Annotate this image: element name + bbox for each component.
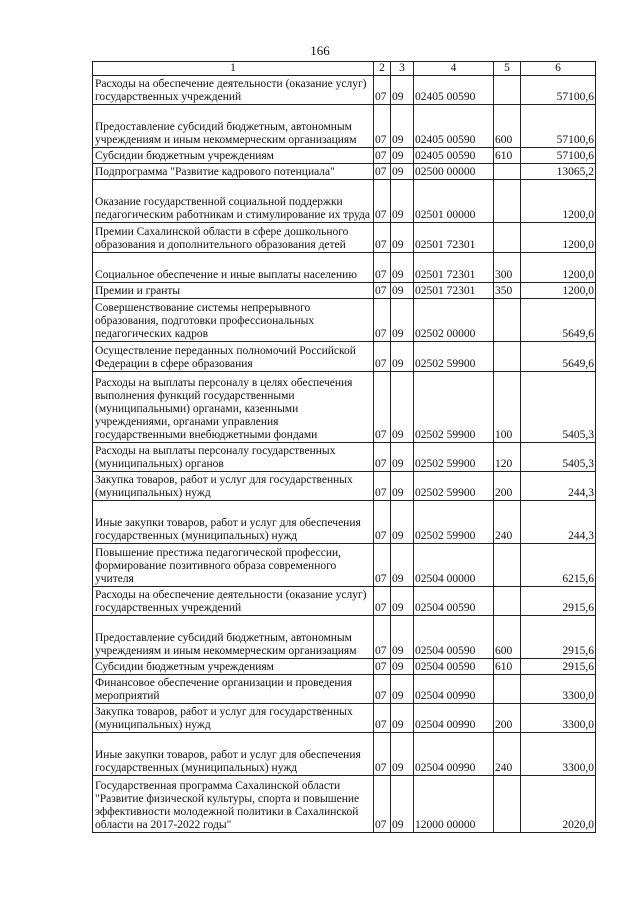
section-code-cell: 07 xyxy=(374,342,391,372)
amount-cell: 57100,6 xyxy=(521,148,596,164)
target-article-cell: 02502 59900 xyxy=(414,342,494,372)
section-code-cell: 07 xyxy=(374,776,391,833)
amount-cell: 5405,3 xyxy=(521,443,596,472)
target-article-cell: 02504 00000 xyxy=(414,544,494,587)
table-row xyxy=(93,616,596,659)
section-code-cell: 07 xyxy=(374,180,391,223)
section-code-cell: 07 xyxy=(374,659,391,675)
target-article-cell: 02504 00590 xyxy=(414,659,494,675)
header-row xyxy=(93,62,596,76)
subsection-code-cell: 09 xyxy=(391,105,414,148)
subsection-code-cell: 09 xyxy=(391,659,414,675)
amount-cell: 3300,0 xyxy=(521,733,596,776)
section-code-cell: 07 xyxy=(374,283,391,299)
item-name-cell: Государственная программа Сахалинской области "Развитие физической культуры, спорта и повышение эффективности молодежной политики в Сахалинской области на 2017-2022 годы" xyxy=(93,776,374,833)
section-code-cell: 07 xyxy=(374,223,391,253)
amount-cell: 1200,0 xyxy=(521,283,596,299)
item-name-cell: Повышение престижа педагогической профессии, формирование позитивного образа современного учителя xyxy=(93,544,374,587)
budget-table-body xyxy=(93,62,596,833)
table-row xyxy=(93,704,596,733)
subsection-code-cell: 09 xyxy=(391,372,414,443)
item-name-cell: Расходы на обеспечение деятельности (оказание услуг) государственных учреждений xyxy=(93,587,374,616)
amount-cell: 244,3 xyxy=(521,501,596,544)
subsection-code-cell: 09 xyxy=(391,675,414,704)
table-row xyxy=(93,342,596,372)
section-code-cell: 07 xyxy=(374,76,391,105)
expense-type-cell xyxy=(494,164,521,180)
target-article-cell: 02504 00990 xyxy=(414,704,494,733)
item-name-cell: Расходы на выплаты персоналу государственных (муниципальных) органов xyxy=(93,443,374,472)
budget-table xyxy=(92,61,596,833)
table-row xyxy=(93,223,596,253)
item-name-cell: Закупка товаров, работ и услуг для государственных (муниципальных) нужд xyxy=(93,472,374,501)
subsection-code-cell: 09 xyxy=(391,164,414,180)
expense-type-cell: 610 xyxy=(494,659,521,675)
amount-cell: 2915,6 xyxy=(521,587,596,616)
expense-type-cell xyxy=(494,675,521,704)
subsection-code-cell: 09 xyxy=(391,443,414,472)
subsection-code-cell: 09 xyxy=(391,180,414,223)
target-article-cell: 02504 00590 xyxy=(414,616,494,659)
expense-type-cell xyxy=(494,180,521,223)
header-cell: 6 xyxy=(521,62,596,76)
subsection-code-cell: 09 xyxy=(391,501,414,544)
item-name-cell: Иные закупки товаров, работ и услуг для обеспечения государственных (муниципальных) нужд xyxy=(93,733,374,776)
section-code-cell: 07 xyxy=(374,704,391,733)
expense-type-cell xyxy=(494,587,521,616)
subsection-code-cell: 09 xyxy=(391,587,414,616)
expense-type-cell: 600 xyxy=(494,616,521,659)
item-name-cell: Оказание государственной социальной поддержки педагогическим работникам и стимулирование их труда xyxy=(93,180,374,223)
item-name-cell: Социальное обеспечение и иные выплаты населению xyxy=(93,253,374,283)
table-row xyxy=(93,675,596,704)
subsection-code-cell: 09 xyxy=(391,544,414,587)
subsection-code-cell: 09 xyxy=(391,616,414,659)
item-name-cell: Субсидии бюджетным учреждениям xyxy=(93,659,374,675)
header-cell: 3 xyxy=(391,62,414,76)
item-name-cell: Субсидии бюджетным учреждениям xyxy=(93,148,374,164)
section-code-cell: 07 xyxy=(374,733,391,776)
amount-cell: 3300,0 xyxy=(521,704,596,733)
page-number: 166 xyxy=(310,43,330,58)
target-article-cell: 02501 72301 xyxy=(414,253,494,283)
expense-type-cell: 600 xyxy=(494,105,521,148)
table-row xyxy=(93,76,596,105)
header-cell: 2 xyxy=(374,62,391,76)
target-article-cell: 02501 72301 xyxy=(414,223,494,253)
table-row xyxy=(93,501,596,544)
header-cell: 5 xyxy=(494,62,521,76)
expense-type-cell xyxy=(494,776,521,833)
subsection-code-cell: 09 xyxy=(391,704,414,733)
target-article-cell: 02405 00590 xyxy=(414,105,494,148)
subsection-code-cell: 09 xyxy=(391,148,414,164)
target-article-cell: 02500 00000 xyxy=(414,164,494,180)
section-code-cell: 07 xyxy=(374,299,391,342)
target-article-cell: 02504 00990 xyxy=(414,733,494,776)
subsection-code-cell: 09 xyxy=(391,76,414,105)
subsection-code-cell: 09 xyxy=(391,283,414,299)
section-code-cell: 07 xyxy=(374,544,391,587)
item-name-cell: Предоставление субсидий бюджетным, автономным учреждениям и иным некоммерческим организациям xyxy=(93,105,374,148)
header-cell: 1 xyxy=(93,62,374,76)
target-article-cell: 02405 00590 xyxy=(414,76,494,105)
header-cell: 4 xyxy=(414,62,494,76)
table-row xyxy=(93,164,596,180)
section-code-cell: 07 xyxy=(374,253,391,283)
table-row xyxy=(93,180,596,223)
target-article-cell: 02502 59900 xyxy=(414,472,494,501)
amount-cell: 2915,6 xyxy=(521,616,596,659)
table-row xyxy=(93,733,596,776)
subsection-code-cell: 09 xyxy=(391,223,414,253)
expense-type-cell: 240 xyxy=(494,501,521,544)
section-code-cell: 07 xyxy=(374,616,391,659)
item-name-cell: Расходы на выплаты персоналу в целях обеспечения выполнения функций государственными (муниципальными) органами, казенными учреждениями, органами управления государственными внебюджетными фондами xyxy=(93,372,374,443)
amount-cell: 57100,6 xyxy=(521,105,596,148)
section-code-cell: 07 xyxy=(374,372,391,443)
subsection-code-cell: 09 xyxy=(391,472,414,501)
table-row xyxy=(93,105,596,148)
expense-type-cell: 240 xyxy=(494,733,521,776)
expense-type-cell: 350 xyxy=(494,283,521,299)
section-code-cell: 07 xyxy=(374,443,391,472)
expense-type-cell: 200 xyxy=(494,472,521,501)
subsection-code-cell: 09 xyxy=(391,342,414,372)
section-code-cell: 07 xyxy=(374,148,391,164)
subsection-code-cell: 09 xyxy=(391,299,414,342)
subsection-code-cell: 09 xyxy=(391,733,414,776)
target-article-cell: 02501 00000 xyxy=(414,180,494,223)
table-row xyxy=(93,776,596,833)
amount-cell: 2915,6 xyxy=(521,659,596,675)
table-row xyxy=(93,148,596,164)
target-article-cell: 02504 00590 xyxy=(414,587,494,616)
table-row xyxy=(93,443,596,472)
expense-type-cell: 100 xyxy=(494,372,521,443)
target-article-cell: 02405 00590 xyxy=(414,148,494,164)
amount-cell: 1200,0 xyxy=(521,180,596,223)
amount-cell: 244,3 xyxy=(521,472,596,501)
expense-type-cell xyxy=(494,342,521,372)
table-row xyxy=(93,283,596,299)
expense-type-cell: 120 xyxy=(494,443,521,472)
amount-cell: 5649,6 xyxy=(521,299,596,342)
section-code-cell: 07 xyxy=(374,675,391,704)
amount-cell: 6215,6 xyxy=(521,544,596,587)
item-name-cell: Иные закупки товаров, работ и услуг для обеспечения государственных (муниципальных) нужд xyxy=(93,501,374,544)
table-row xyxy=(93,253,596,283)
expense-type-cell xyxy=(494,299,521,342)
amount-cell: 57100,6 xyxy=(521,76,596,105)
target-article-cell: 02502 00000 xyxy=(414,299,494,342)
amount-cell: 5649,6 xyxy=(521,342,596,372)
section-code-cell: 07 xyxy=(374,472,391,501)
item-name-cell: Расходы на обеспечение деятельности (оказание услуг) государственных учреждений xyxy=(93,76,374,105)
item-name-cell: Предоставление субсидий бюджетным, автономным учреждениям и иным некоммерческим организациям xyxy=(93,616,374,659)
item-name-cell: Подпрограмма "Развитие кадрового потенциала" xyxy=(93,164,374,180)
section-code-cell: 07 xyxy=(374,587,391,616)
amount-cell: 2020,0 xyxy=(521,776,596,833)
expense-type-cell xyxy=(494,223,521,253)
item-name-cell: Премии и гранты xyxy=(93,283,374,299)
expense-type-cell: 200 xyxy=(494,704,521,733)
expense-type-cell xyxy=(494,76,521,105)
target-article-cell: 02502 59900 xyxy=(414,501,494,544)
expense-type-cell xyxy=(494,544,521,587)
amount-cell: 1200,0 xyxy=(521,223,596,253)
target-article-cell: 12000 00000 xyxy=(414,776,494,833)
amount-cell: 5405,3 xyxy=(521,372,596,443)
table-row xyxy=(93,372,596,443)
item-name-cell: Закупка товаров, работ и услуг для государственных (муниципальных) нужд xyxy=(93,704,374,733)
target-article-cell: 02502 59900 xyxy=(414,372,494,443)
section-code-cell: 07 xyxy=(374,105,391,148)
section-code-cell: 07 xyxy=(374,164,391,180)
target-article-cell: 02501 72301 xyxy=(414,283,494,299)
amount-cell: 13065,2 xyxy=(521,164,596,180)
item-name-cell: Премии Сахалинской области в сфере дошкольного образования и дополнительного образования детей xyxy=(93,223,374,253)
amount-cell: 3300,0 xyxy=(521,675,596,704)
table-row xyxy=(93,299,596,342)
section-code-cell: 07 xyxy=(374,501,391,544)
item-name-cell: Осуществление переданных полномочий Российской Федерации в сфере образования xyxy=(93,342,374,372)
table-row xyxy=(93,472,596,501)
subsection-code-cell: 09 xyxy=(391,253,414,283)
expense-type-cell: 300 xyxy=(494,253,521,283)
table-row xyxy=(93,659,596,675)
table-row xyxy=(93,587,596,616)
amount-cell: 1200,0 xyxy=(521,253,596,283)
subsection-code-cell: 09 xyxy=(391,776,414,833)
item-name-cell: Совершенствование системы непрерывного образования, подготовки профессиональных педагогических кадров xyxy=(93,299,374,342)
expense-type-cell: 610 xyxy=(494,148,521,164)
table-row xyxy=(93,544,596,587)
target-article-cell: 02502 59900 xyxy=(414,443,494,472)
target-article-cell: 02504 00990 xyxy=(414,675,494,704)
item-name-cell: Финансовое обеспечение организации и проведения мероприятий xyxy=(93,675,374,704)
